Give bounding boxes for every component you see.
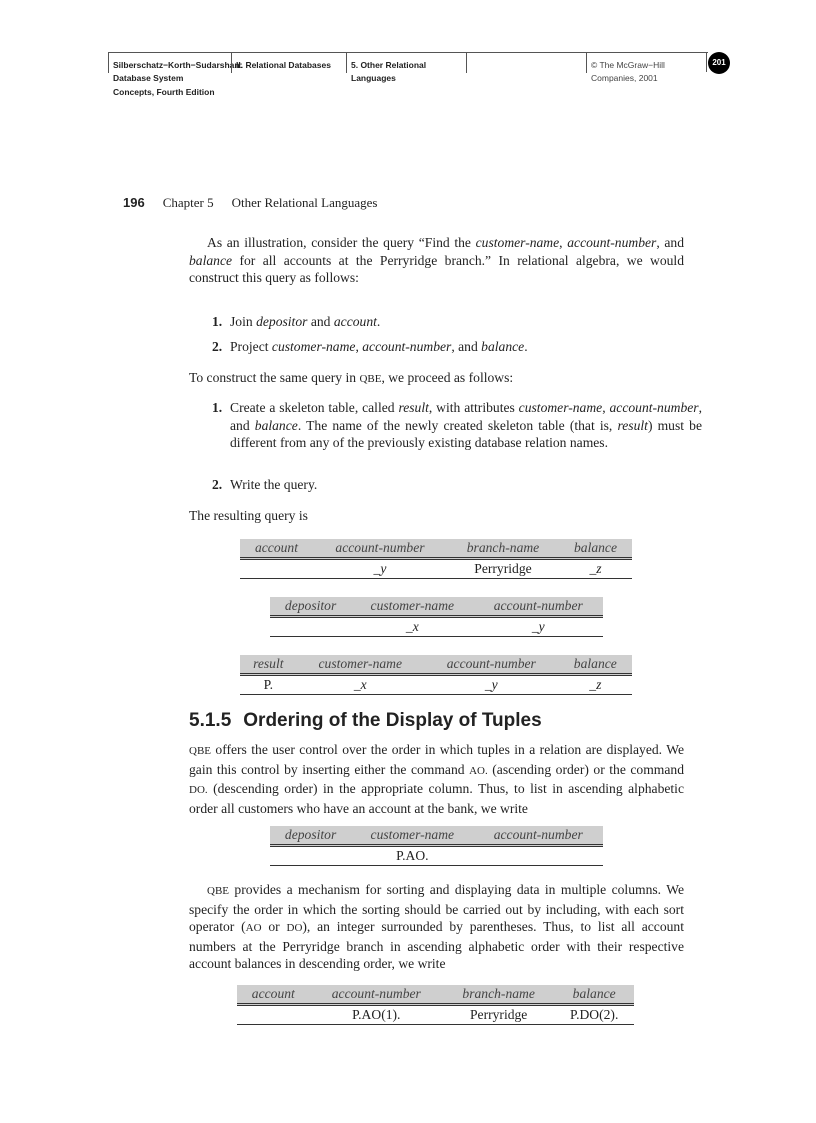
italic-term: balance <box>481 339 525 354</box>
list-item <box>212 338 702 356</box>
column-header: depositor <box>270 597 351 617</box>
text-run: AO <box>245 922 262 935</box>
header-copyright <box>586 52 711 83</box>
text-run: and <box>307 314 334 329</box>
table-cell: P.AO. <box>351 846 473 866</box>
table-header-row <box>270 597 603 617</box>
header-text: Companies, 2001 <box>591 73 658 83</box>
column-header: customer-name <box>351 826 473 846</box>
italic-term: balance <box>254 417 298 433</box>
text-run: QBE <box>207 885 229 897</box>
column-header: result <box>240 655 297 675</box>
table-cell <box>240 559 313 579</box>
column-header: balance <box>559 655 632 675</box>
italic-term: account-number <box>567 235 657 250</box>
header-text: Database System <box>113 73 184 83</box>
table-row <box>240 559 632 579</box>
header-chapter <box>346 52 471 83</box>
chapter-title: Other Relational Languages <box>231 195 378 210</box>
text-run: As an illustration, consider the query “Find the <box>207 235 476 250</box>
text-run: DO. <box>189 784 208 797</box>
text-run: , <box>602 400 610 415</box>
column-header: account-number <box>424 655 559 675</box>
chapter-label: Chapter 5 <box>162 195 214 210</box>
list-item <box>212 476 702 494</box>
column-header: depositor <box>270 826 351 846</box>
table-cell: _y <box>474 617 604 637</box>
text-run: To construct the same query in <box>189 370 360 385</box>
list-number: 1. <box>212 314 223 329</box>
italic-term: balance <box>189 252 233 268</box>
qbe-table-account-sort <box>237 985 634 1025</box>
paragraph <box>189 234 684 287</box>
table-header-row <box>237 985 634 1005</box>
section-heading <box>189 710 542 732</box>
column-header: account-number <box>313 539 447 559</box>
text-run: , <box>355 339 363 354</box>
text-run: ), an integer surrounded by parentheses. Thus, to list all account numbers at the Perryridge branch in ascending alphabetic order with their respective account balances in descending order, we write <box>189 919 685 972</box>
text-run: DO <box>286 922 303 935</box>
running-head <box>123 195 377 211</box>
list-number: 2. <box>212 339 223 354</box>
column-header: branch-name <box>447 539 559 559</box>
paragraph <box>189 507 684 525</box>
text-run: (ascending order) or the command <box>487 761 684 777</box>
header-part <box>231 52 346 73</box>
paragraph <box>189 881 684 973</box>
section-title: Ordering of the Display of Tuples <box>243 710 542 731</box>
italic-term: account <box>333 314 377 329</box>
italic-term: customer-name <box>271 339 356 354</box>
header-text: II. Relational Databases <box>236 60 331 70</box>
text-run: , with attributes <box>428 400 519 415</box>
column-header: customer-name <box>351 597 473 617</box>
text-run: QBE <box>189 745 211 757</box>
paragraph <box>189 741 684 817</box>
text-run: , and <box>451 339 482 354</box>
text-run: , we proceed as follows: <box>381 370 514 385</box>
header-text: © The McGraw−Hill <box>591 60 665 70</box>
table-cell: P. <box>240 675 297 695</box>
header-text: Concepts, Fourth Edition <box>113 86 215 97</box>
text-run: Join <box>230 314 257 329</box>
table-cell: P.AO(1). <box>310 1005 443 1025</box>
table-cell <box>270 617 351 637</box>
table-cell: _y <box>424 675 559 695</box>
column-header: branch-name <box>443 985 554 1005</box>
table-cell: Perryridge <box>447 559 559 579</box>
header-text: Silberschatz−Korth−Sudarshan: <box>113 60 243 70</box>
italic-term: result <box>398 400 429 415</box>
qbe-table-result <box>240 655 632 695</box>
list-number: 1. <box>212 400 223 415</box>
column-header: balance <box>559 539 632 559</box>
paragraph <box>189 369 684 389</box>
text-run: , and <box>230 400 702 433</box>
list-number: 2. <box>212 477 223 492</box>
text-run: , and <box>656 235 685 250</box>
header-text: Languages <box>351 73 396 83</box>
qbe-table-depositor-sort <box>270 826 603 866</box>
table-cell <box>237 1005 310 1025</box>
table-header-row <box>240 539 632 559</box>
column-header: account-number <box>474 597 604 617</box>
column-header: account-number <box>474 826 604 846</box>
table-cell: _y <box>313 559 447 579</box>
column-header: account <box>237 985 310 1005</box>
header-text: 5. Other Relational <box>351 60 427 70</box>
page-badge: 201 <box>708 52 730 74</box>
text-run: Create a skeleton table, called <box>230 400 399 415</box>
table-cell: _x <box>297 675 424 695</box>
italic-term: depositor <box>256 314 308 329</box>
section-number: 5.1.5 <box>189 710 232 731</box>
italic-term: account-number <box>362 339 452 354</box>
column-header: balance <box>554 985 634 1005</box>
table-row <box>240 675 632 695</box>
book-header <box>108 52 708 102</box>
text-run: The resulting query is <box>189 508 308 523</box>
table-row <box>237 1005 634 1025</box>
text-run: Project <box>230 339 272 354</box>
table-cell: _z <box>559 675 632 695</box>
table-header-row <box>240 655 632 675</box>
text-run: offers the user control over the order in which tuples in a relation are displayed. We gain this control by inserting either the command <box>189 742 684 777</box>
table-cell: _x <box>351 617 473 637</box>
column-header: customer-name <box>297 655 424 675</box>
italic-term: account-number <box>609 400 699 415</box>
text-run: . <box>376 314 381 329</box>
table-row <box>270 846 603 866</box>
text-run: . <box>524 339 528 354</box>
italic-term: customer-name <box>475 235 560 250</box>
text-run: QBE <box>359 373 382 385</box>
column-header: account-number <box>310 985 443 1005</box>
text-run: provides a mechanism for sorting and displaying data in multiple columns. We specify the order in which the sorting should be carried out by including, with each sort operator ( <box>189 882 684 935</box>
text-run: ) must be different from any of the previously existing database relation names. <box>230 417 702 451</box>
table-row <box>270 617 603 637</box>
table-cell <box>270 846 351 866</box>
table-cell: Perryridge <box>443 1005 554 1025</box>
table-header-row <box>270 826 603 846</box>
text-run: or <box>261 919 287 935</box>
text-run: Write the query. <box>230 477 318 492</box>
text-run: . The name of the newly created skeleton table (that is, <box>297 417 618 433</box>
qbe-table-account <box>240 539 632 579</box>
text-run: AO. <box>469 764 488 777</box>
text-run: , <box>559 235 568 250</box>
page-number: 196 <box>123 195 145 210</box>
header-blank <box>466 52 591 73</box>
header-authors <box>108 52 243 97</box>
text-run: for all accounts at the Perryridge branch.” In relational algebra, we would construct this query as follows: <box>189 252 684 286</box>
table-cell: P.DO(2). <box>554 1005 634 1025</box>
italic-term: result <box>617 417 648 433</box>
list-item <box>212 399 702 452</box>
text-run: (descending order) in the appropriate column. Thus, to list in ascending alphabetic order all customers who have an account at the bank, we write <box>189 781 684 816</box>
column-header: account <box>240 539 313 559</box>
table-cell <box>474 846 604 866</box>
italic-term: customer-name <box>518 400 603 415</box>
table-cell: _z <box>559 559 632 579</box>
qbe-table-depositor <box>270 597 603 637</box>
list-item <box>212 313 702 331</box>
